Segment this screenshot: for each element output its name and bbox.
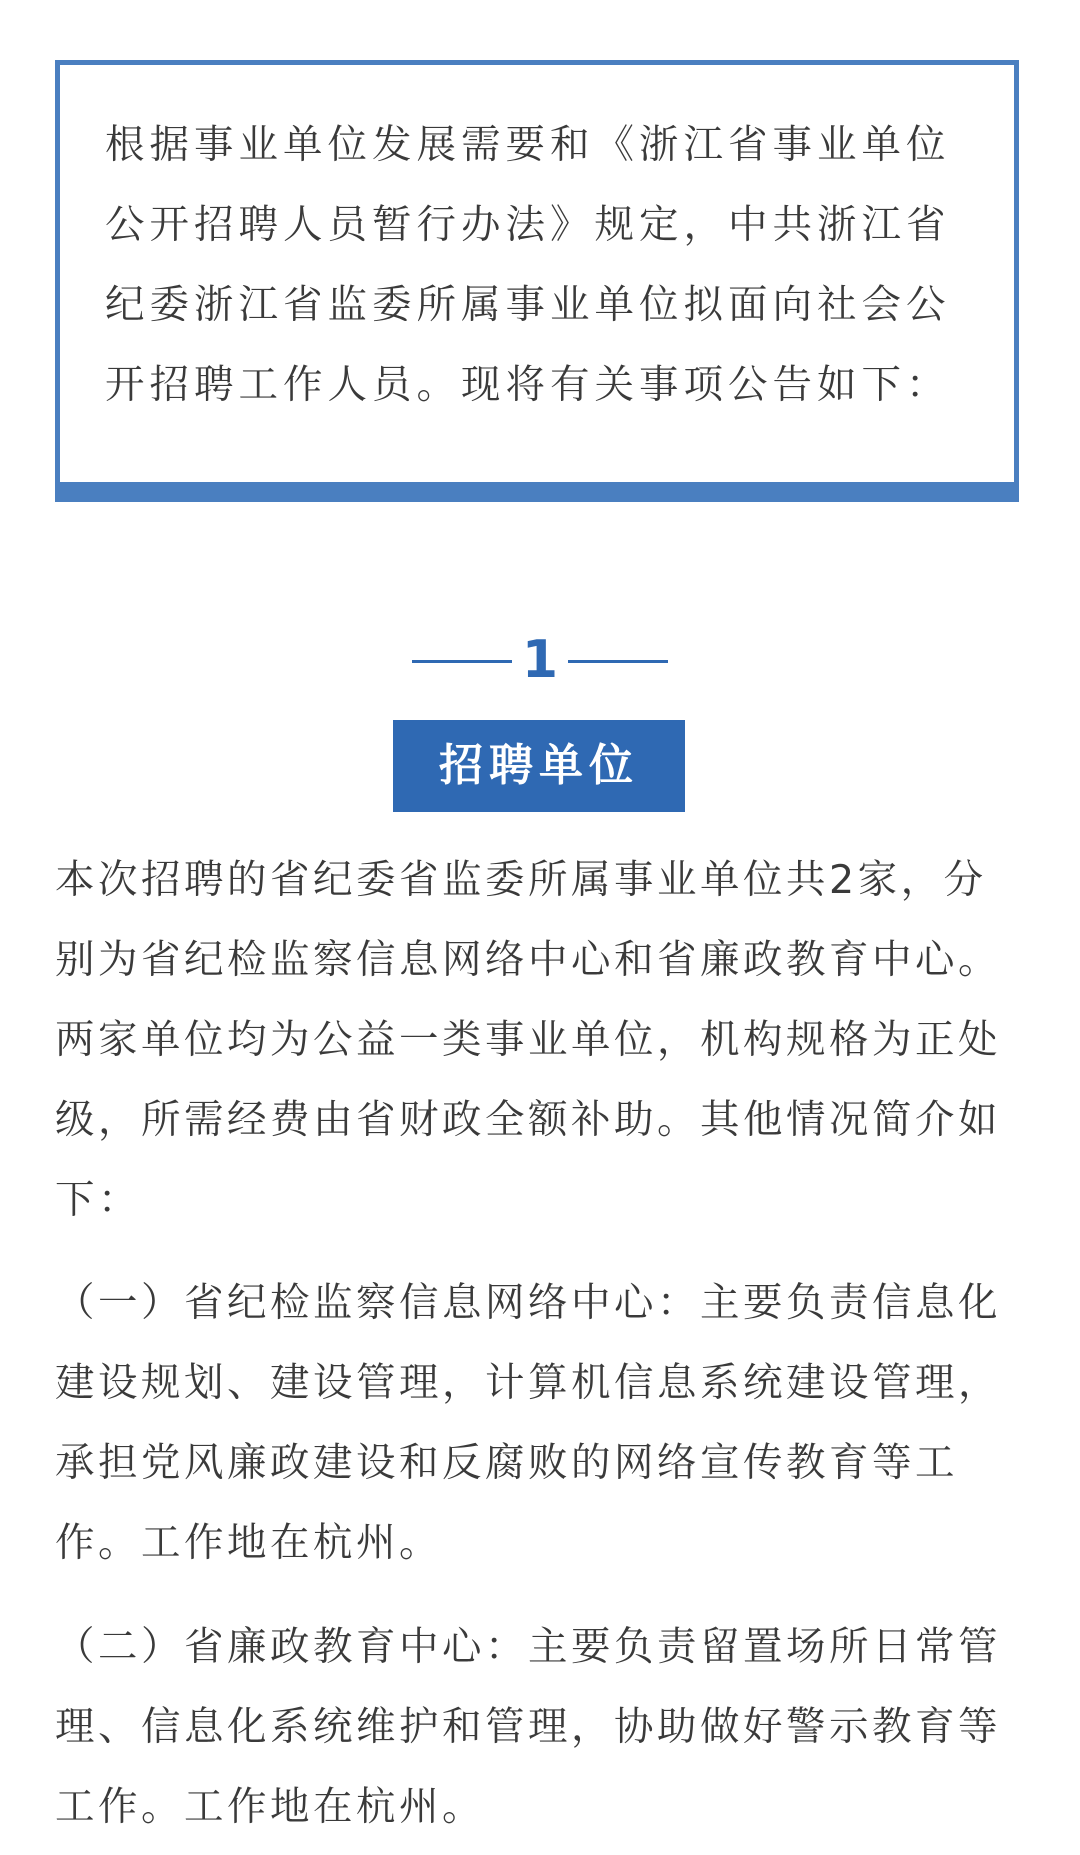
heading-line-left — [412, 660, 512, 663]
paragraph-integrity-education-center: （二）省廉政教育中心：主要负责留置场所日常管理、信息化系统维护和管理，协助做好警示教育等工作。工作地在杭州。 — [55, 1624, 1001, 1830]
section-number: 1 — [521, 630, 559, 690]
intro-box — [55, 60, 1019, 502]
paragraph-info-network-center: （一）省纪检监察信息网络中心：主要负责信息化建设规划、建设管理，计算机信息系统建设管理，承担党风廉政建设和反腐败的网络宣传教育等工作。工作地在杭州。 — [55, 1280, 1001, 1566]
section-title: 招聘单位 — [393, 720, 685, 812]
paragraph-overview: 本次招聘的省纪委省监委所属事业单位共2家，分别为省纪检监察信息网络中心和省廉政教育中心。两家单位均为公益一类事业单位，机构规格为正处级，所需经费由省财政全额补助。其他情况简介如下： — [55, 857, 1001, 1223]
heading-line-right — [568, 660, 668, 663]
section-heading — [0, 620, 1080, 700]
intro-text: 根据事业单位发展需要和《浙江省事业单位公开招聘人员暂行办法》规定，中共浙江省纪委浙江省监委所属事业单位拟面向社会公开招聘工作人员。现将有关事项公告如下： — [105, 122, 951, 408]
